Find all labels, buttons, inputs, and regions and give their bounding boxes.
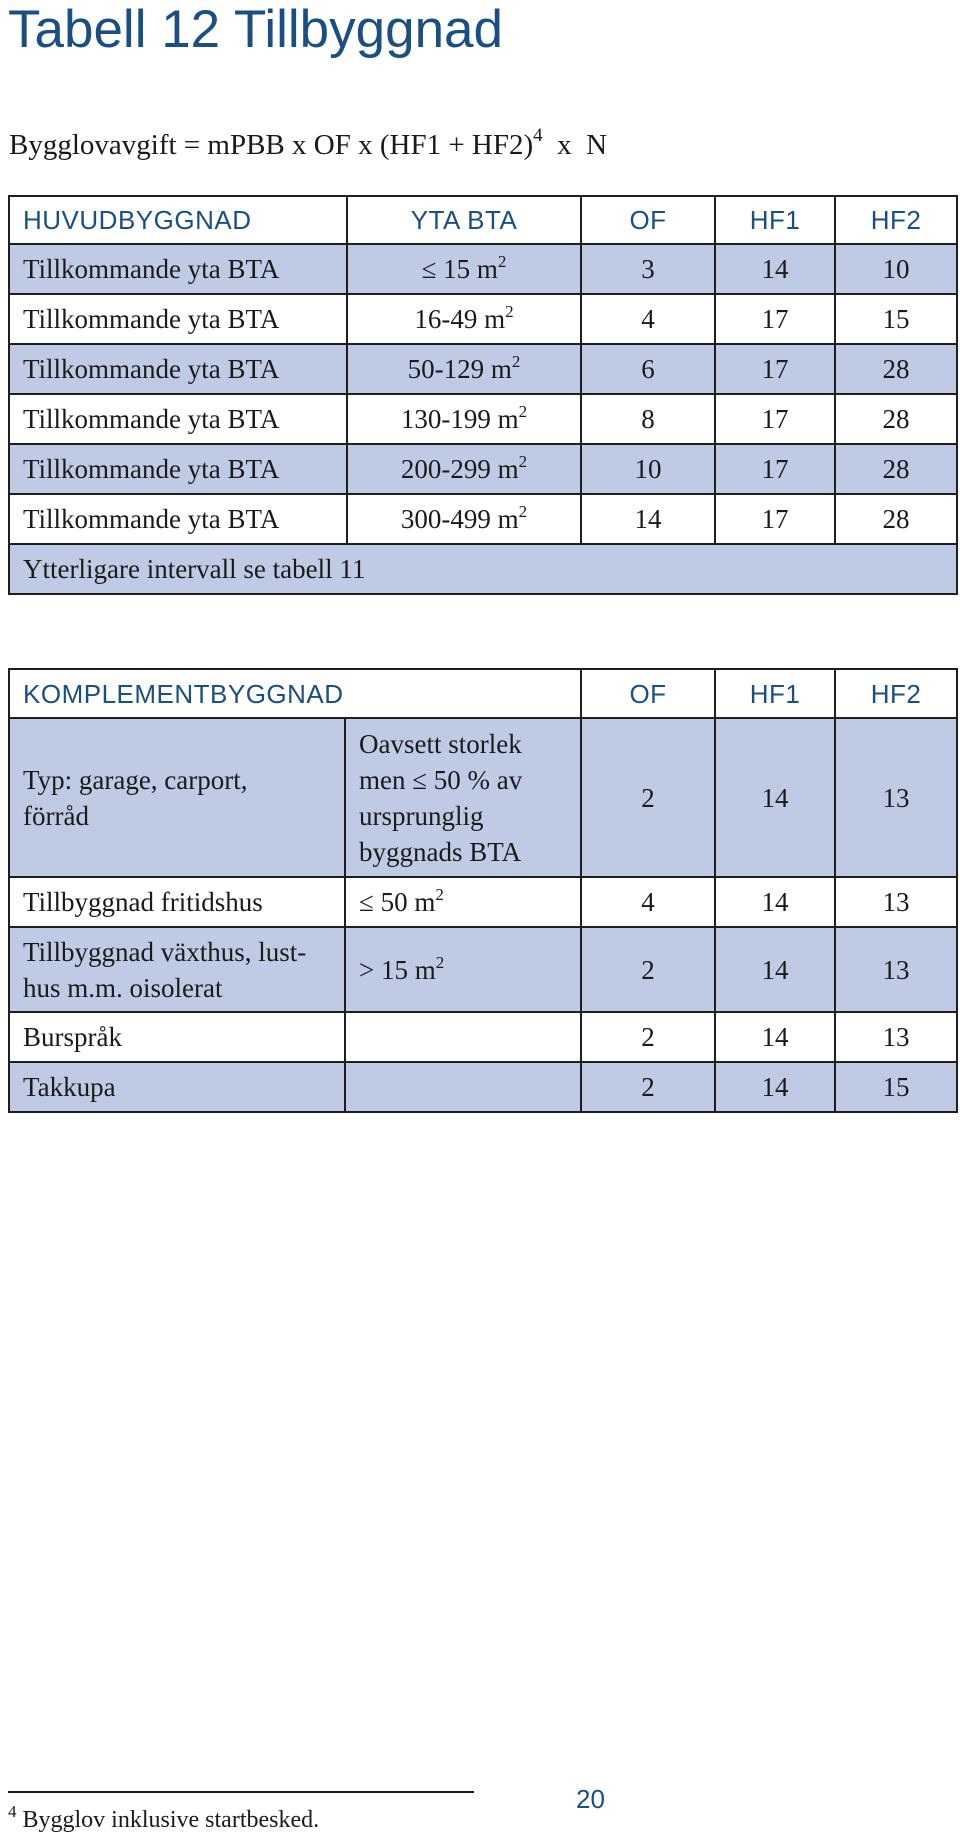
row-hf1: 17 [715,494,835,544]
row-label: Tillkommande yta BTA [9,444,347,494]
row-yta [347,294,581,344]
row-of: 3 [581,244,715,294]
row-hf2: 13 [835,718,957,877]
unit-superscript: 2 [518,402,528,421]
table-row [9,244,957,294]
table-row [9,394,957,444]
size-value: > 15 m [359,954,436,985]
row-of: 4 [581,294,715,344]
unit-superscript: 2 [505,302,514,321]
table-huvudbyggnad [8,195,958,595]
row-of: 8 [581,394,715,444]
unit-superscript: 2 [518,502,528,521]
table-row [9,444,957,494]
footnote-text: Bygglov inklusive startbesked. [16,1807,320,1833]
header-hf2: HF2 [835,669,957,718]
row-size [345,1012,581,1062]
row-label [9,718,345,877]
row-size [345,927,581,1012]
unit-superscript: 2 [518,452,528,471]
row-of: 10 [581,444,715,494]
row-hf2: 13 [835,927,957,1012]
row-label: Burspråk [9,1012,345,1062]
row-hf1: 14 [715,244,835,294]
header-of: OF [581,196,715,244]
row-label: Tillkommande yta BTA [9,244,347,294]
yta-value: 16-49 m [414,304,506,334]
row-hf1: 17 [715,444,835,494]
unit-superscript: 2 [435,885,444,904]
header-komplementbyggnad: KOMPLEMENTBYGGNAD [9,669,581,718]
row-yta [347,444,581,494]
table-row [9,1062,957,1112]
header-yta-bta: YTA BTA [347,196,581,244]
row-hf1: 14 [715,1012,835,1062]
page-number: 20 [576,1784,605,1814]
yta-value: ≤ 15 m [421,254,498,284]
row-of: 2 [581,718,715,877]
row-yta [347,494,581,544]
row-hf2: 13 [835,1012,957,1062]
size-line: men ≤ 50 % av [359,764,523,795]
size-line: Oavsett storlek [359,728,522,759]
row-hf1: 17 [715,344,835,394]
row-of: 2 [581,1062,715,1112]
footnote-divider [8,1791,474,1793]
size-value: ≤ 50 m [359,887,436,917]
row-label [9,927,345,1012]
row-yta [347,344,581,394]
row-size [345,877,581,927]
size-line: ursprunglig [359,800,484,831]
row-of: 2 [581,927,715,1012]
table-row [9,927,957,1012]
row-hf2: 28 [835,344,957,394]
row-hf1: 14 [715,877,835,927]
formula-footnote-ref: 4 [533,125,543,146]
table-komplementbyggnad [8,668,958,1113]
table-row [9,494,957,544]
yta-value: 50-129 m [407,354,512,384]
row-hf1: 17 [715,394,835,444]
label-line: Tillbyggnad växthus, lust- [23,936,307,967]
size-line: byggnads BTA [359,836,522,867]
row-of: 6 [581,344,715,394]
label-line: förråd [23,800,89,831]
formula-tail: x N [542,129,608,161]
yta-value: 130-199 m [400,404,519,434]
footnote-number: 4 [8,1802,17,1821]
row-hf2: 15 [835,294,957,344]
row-hf1: 14 [715,718,835,877]
table-note-row [9,544,957,594]
row-size [345,718,581,877]
row-label: Tillkommande yta BTA [9,294,347,344]
table-row [9,718,957,877]
row-label: Tillkommande yta BTA [9,394,347,444]
table-note: Ytterligare intervall se tabell 11 [9,544,957,594]
table-header-row [9,669,957,718]
row-hf2: 15 [835,1062,957,1112]
row-hf1: 14 [715,1062,835,1112]
row-label: Tillbyggnad fritidshus [9,877,345,927]
row-label: Tillkommande yta BTA [9,344,347,394]
unit-superscript: 2 [511,352,521,371]
row-of: 4 [581,877,715,927]
table-header-row [9,196,957,244]
row-of: 2 [581,1012,715,1062]
header-huvudbyggnad: HUVUDBYGGNAD [9,196,347,244]
row-yta [347,244,581,294]
header-hf1: HF1 [715,196,835,244]
table-row [9,344,957,394]
row-hf2: 28 [835,494,957,544]
row-label: Takkupa [9,1062,345,1112]
row-label: Tillkommande yta BTA [9,494,347,544]
unit-superscript: 2 [497,252,507,271]
row-hf1: 17 [715,294,835,344]
header-of: OF [581,669,715,718]
header-hf1: HF1 [715,669,835,718]
table-row [9,294,957,344]
footnote [8,1797,319,1835]
formula-text: Bygglovavgift = mPBB x OF x (HF1 + HF2) [9,129,534,161]
fee-formula [9,118,607,163]
label-line: Typ: garage, carport, [23,764,248,795]
row-hf1: 14 [715,927,835,1012]
table-row [9,877,957,927]
label-line: hus m.m. oisolerat [23,972,223,1003]
row-hf2: 10 [835,244,957,294]
yta-value: 200-299 m [400,454,519,484]
page-title: Tabell 12 Tillbyggnad [8,0,504,59]
row-size [345,1062,581,1112]
row-of: 14 [581,494,715,544]
row-yta [347,394,581,444]
header-hf2: HF2 [835,196,957,244]
row-hf2: 28 [835,444,957,494]
yta-value: 300-499 m [400,504,519,534]
unit-superscript: 2 [435,952,445,972]
table-row [9,1012,957,1062]
row-hf2: 13 [835,877,957,927]
row-hf2: 28 [835,394,957,444]
